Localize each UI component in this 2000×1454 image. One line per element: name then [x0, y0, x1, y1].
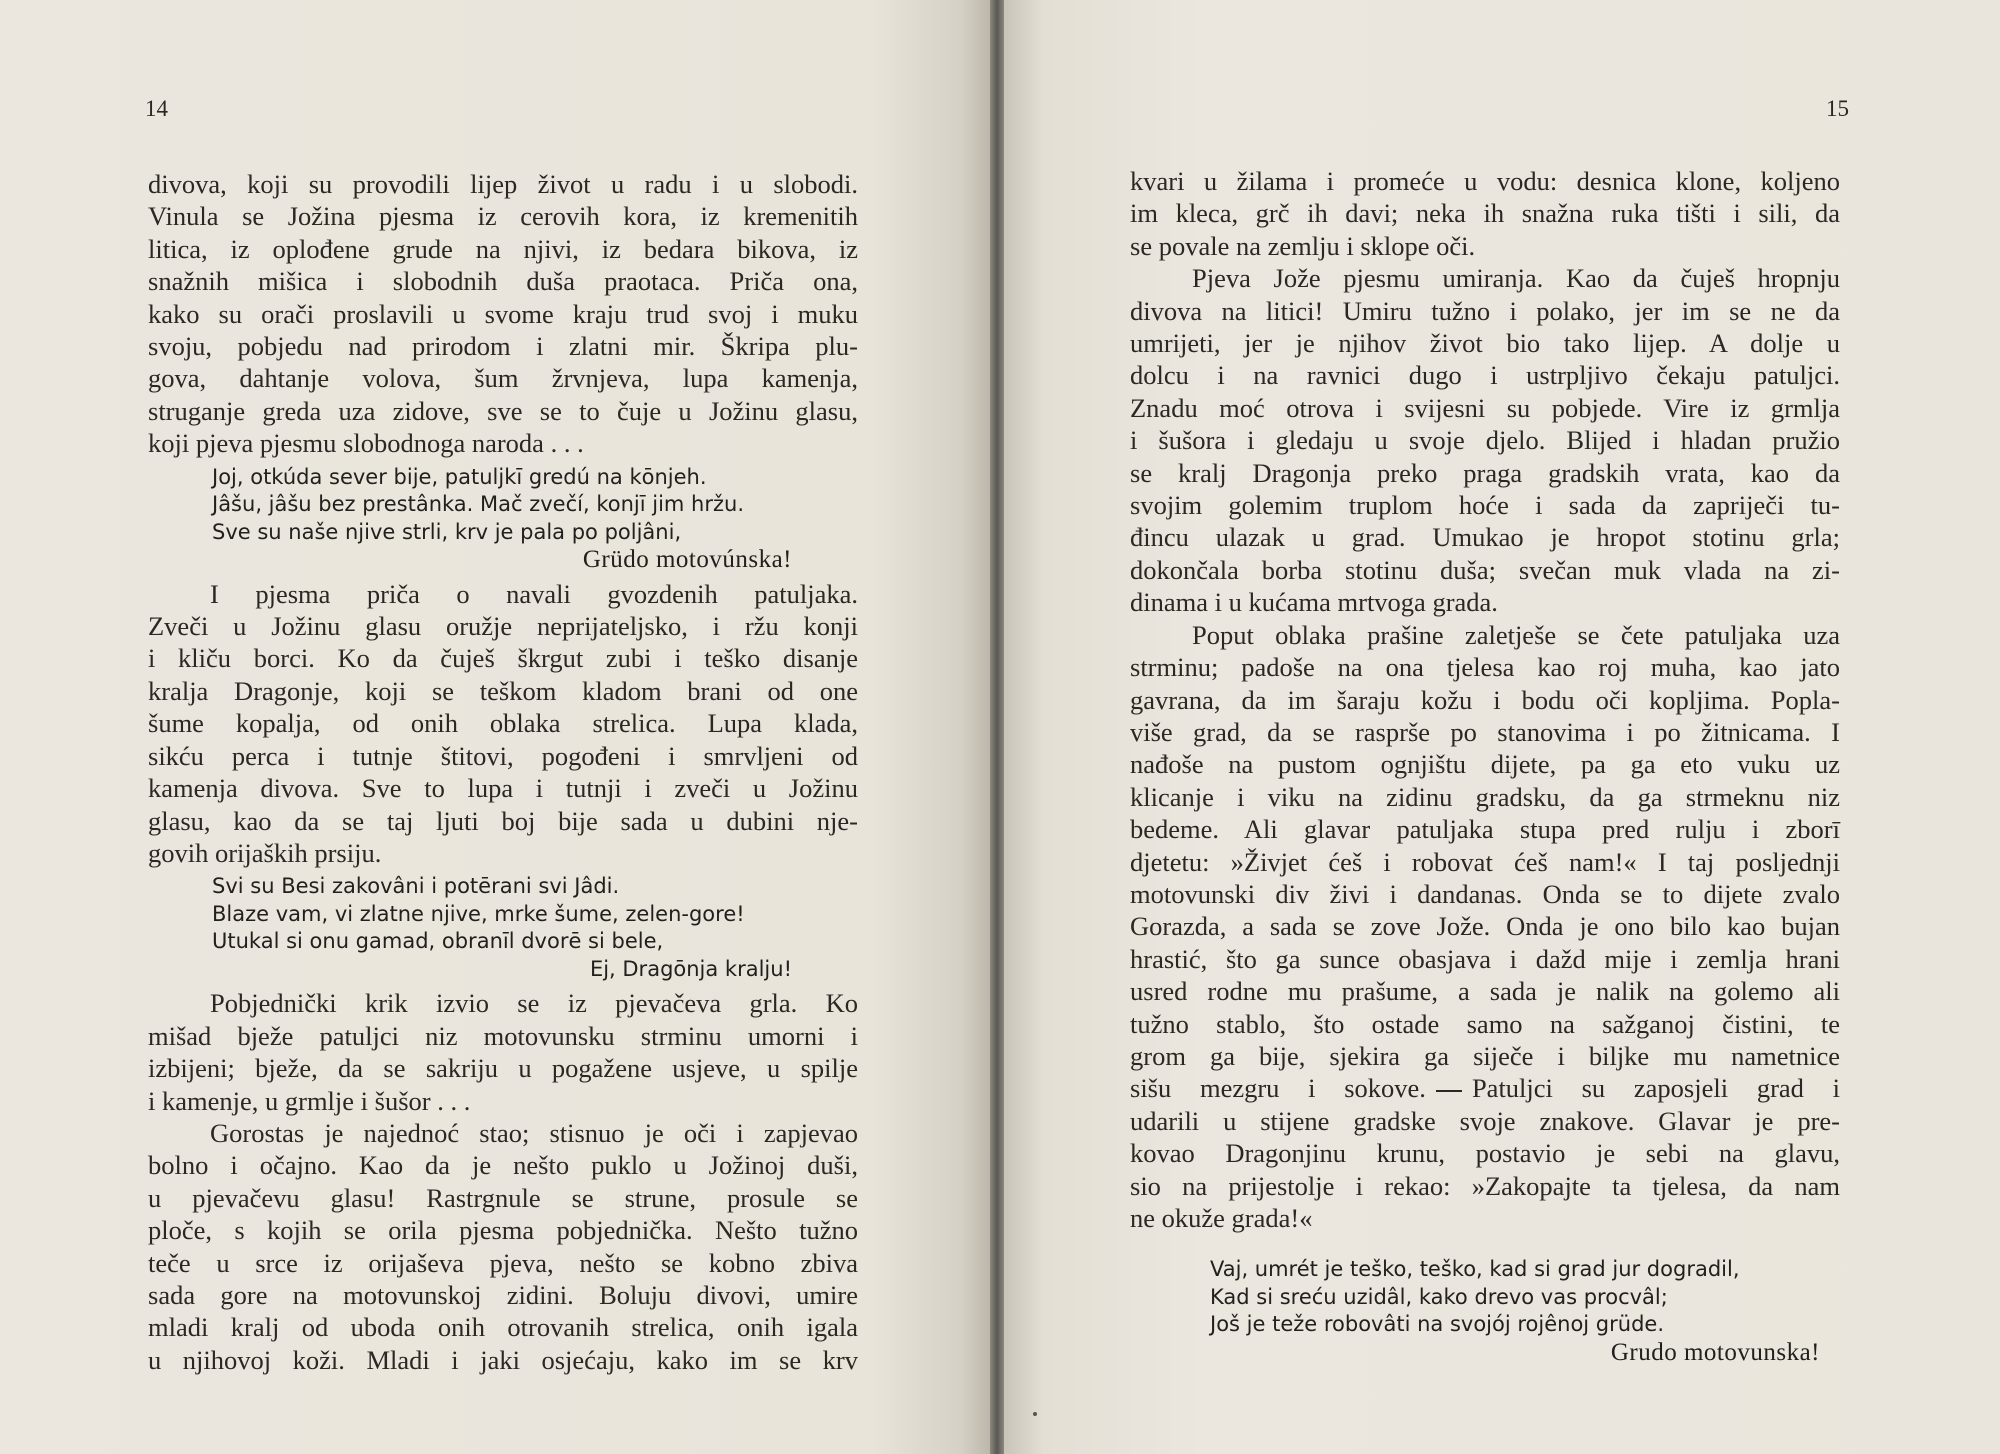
verse-line: Vaj, umrét je teško, teško, kad si grad jur dogradil,	[1210, 1257, 1740, 1282]
verse-refrain: Ej, Dragōnja kralju!	[589, 956, 792, 981]
text-line: teče u srce iz orijaševa pjeva, nešto se kobno zbiva	[148, 1247, 858, 1278]
dash-separator	[1436, 1090, 1462, 1092]
verse-line: Jâšu, jâšu bez prestânka. Mač zvečí, konjī jim hržu.	[212, 492, 745, 517]
text-span: sišu mezgru i sokove.	[1130, 1073, 1426, 1104]
verse-stanza	[212, 464, 792, 574]
text-line: izbijeni; bježe, da se sakriju u pogažene usjeve, u spilje	[148, 1053, 858, 1084]
text-line-split	[1130, 1072, 1840, 1104]
paragraph	[148, 987, 858, 1117]
text-line: Poput oblaka prašine zaletješe se čete patuljaka uza	[1192, 619, 1840, 650]
paragraph	[1130, 165, 1840, 262]
verse-line: Sve su naše njive strli, krv je pala po poljâni,	[212, 519, 682, 544]
text-line: Pjeva Jože pjesmu umiranja. Kao da čuješ hropnju	[1192, 263, 1840, 294]
text-line: dinama i u kućama mrtvoga grada.	[1130, 587, 1498, 618]
text-line: nađoše na pustom ognjištu dijete, pa ga eto vuku uz	[1130, 749, 1840, 780]
verse-line: Blaze vam, vi zlatne njive, mrke šume, zelen-gore!	[212, 901, 745, 926]
text-line: i kliču borci. Ko da čuješ škrgut zubi i teško disanje	[148, 643, 858, 674]
text-line: sikću perca i tutnje štitovi, pogođeni i smrvljeni od	[148, 740, 858, 771]
text-line: mišad bježe patuljci niz motovunsku strminu umorni i	[148, 1020, 858, 1051]
verse-line: Kad si sreću uzidâl, kako drevo vas procvâl;	[1210, 1284, 1668, 1309]
text-line: govih orijaških prsiju.	[148, 837, 382, 868]
right-page	[1004, 0, 2000, 1454]
text-line: svojim golemim truplom hoće i sada da zapriječi tu-	[1130, 490, 1840, 521]
text-line: dolcu i na ravnici dugo i ustrpljivo čekaju patuljci.	[1130, 360, 1840, 391]
text-line: im kleca, grč ih davi; neka ih snažna ruka tišti i sili, da	[1130, 198, 1840, 229]
text-line: usred rodne mu prašume, a sada je nalik na golemo ali	[1130, 976, 1840, 1007]
text-line: đincu ulazak u grad. Umukao je hropot stotinu grla;	[1130, 522, 1840, 553]
text-line: udarili u stijene gradske svoje znakove. Glavar je pre-	[1130, 1105, 1840, 1136]
text-line: bolno i očajno. Kao da je nešto puklo u Jožinoj duši,	[148, 1150, 858, 1181]
text-line: gova, dahtanje volova, šum žrvnjeva, lupa kamenja,	[148, 363, 858, 394]
page-body	[1130, 165, 1840, 1370]
text-line: kralja Dragonje, koji se teškom kladom brani od one	[148, 675, 858, 706]
text-line: Gorazda, a sada se zove Jože. Onda je ono bilo kao bujan	[1130, 911, 1840, 942]
text-line: u njihovoj koži. Mladi i jaki osjećaju, kako im se krv	[148, 1344, 858, 1375]
text-line: djetetu: »Živjet ćeš i robovat ćeš nam!« I taj posljednji	[1130, 846, 1840, 877]
verse-line: Utukal si onu gamad, obranīl dvorē si bele,	[212, 929, 664, 954]
text-line: glasu, kao da se taj ljuti boj bije sada u dubini nje-	[148, 805, 858, 836]
text-line: I pjesma priča o navali gvozdenih patuljaka.	[210, 578, 858, 609]
text-line: motovunski div živi i dandanas. Onda se to dijete zvalo	[1130, 878, 1840, 909]
text-line: sio na prijestolje i rekao: »Zakopajte ta tjelesa, da nam	[1130, 1170, 1840, 1201]
text-line: litica, iz oplođene grude na njivi, iz bedara bikova, iz	[148, 233, 858, 264]
text-line: svoju, pobjedu nad prirodom i zlatni mir. Škripa plu-	[148, 331, 858, 362]
paragraph	[148, 168, 858, 460]
text-line: više grad, da se raspršе po stanovima i po žitnicama. I	[1130, 716, 1840, 747]
text-line: u pjevačevu glasu! Rastrgnule se strune, prosule se	[148, 1182, 858, 1213]
verse-stanza	[1210, 1256, 1820, 1366]
text-line: klicanje i viku na zidinu gradsku, da ga strmeknu niz	[1130, 781, 1840, 812]
text-line: kako su orači proslavili u svome kraju trud svoj i muku	[148, 298, 858, 329]
text-span: Patuljci su zaposjeli grad i	[1471, 1073, 1840, 1104]
text-line: se kralj Dragonja preko praga gradskih vrata, kao da	[1130, 457, 1840, 488]
text-line: snažnih mišica i slobodnih duša praotaca. Priča ona,	[148, 266, 858, 297]
text-line: gavrana, da im šaraju kožu i bodu oči kopljima. Popla-	[1130, 684, 1840, 715]
text-line: dokončala borba stotinu duša; svečan muk vlada na zi-	[1130, 554, 1840, 585]
text-line: ne okuže grada!«	[1130, 1203, 1313, 1233]
book-gutter	[990, 0, 1004, 1454]
verse-line: Još je teže robovâti na svojój rojênoj grüde.	[1210, 1312, 1665, 1337]
text-line: strminu; padoše na ona tjelesa kao roj muha, kao jato	[1130, 652, 1840, 683]
text-line: divova, koji su provodili lijep život u radu i u slobodi.	[148, 169, 858, 199]
text-line: se povale na zemlju i sklope oči.	[1130, 230, 1476, 261]
text-line: divova na litici! Umiru tužno i polako, jer im se ne da	[1130, 295, 1840, 326]
text-line: kvari u žilama i promeće u vodu: desnica klone, koljeno	[1130, 166, 1840, 196]
text-line: Pobjednički krik izvio se iz pjevačeva grla. Ko	[210, 988, 858, 1019]
text-line: tužno stablo, što ostade samo na sažganoj čistini, te	[1130, 1008, 1840, 1039]
paragraph	[1130, 619, 1840, 1235]
verse-line: Svi su Besi zakovâni i potērani svi Jâdi.	[212, 874, 620, 899]
text-line: i kamenje, u grmlje i šušor . . .	[148, 1085, 471, 1116]
text-line: mladi kralj od uboda onih otrovanih strelica, onih igala	[148, 1312, 858, 1343]
text-line: kovao Dragonjinu krunu, postavio je sebi na glavu,	[1130, 1138, 1840, 1169]
text-line: Znadu moć otrova i svijesni su pobjede. Vire iz grmlja	[1130, 392, 1840, 423]
text-line: ploče, s kojih se orila pjesma pobjednička. Nešto tužno	[148, 1215, 858, 1246]
text-line: Zveči u Jožinu glasu oružje neprijateljsko, i ržu konji	[148, 611, 858, 642]
paragraph	[148, 1117, 858, 1376]
paragraph	[1130, 262, 1840, 618]
verse-refrain: Grudo motovunska!	[1610, 1338, 1820, 1366]
print-speck	[1033, 1412, 1037, 1416]
text-line: hrastić, što ga sunce obasjava i dažd mije i zemlja hrani	[1130, 943, 1840, 974]
text-line: grom ga bije, sjekira ga siječe i biljke mu nametnice	[1130, 1040, 1840, 1071]
verse-stanza	[212, 873, 792, 983]
text-line: i šušora i gledaju u svoje djelo. Blijed i hladan pružio	[1130, 425, 1840, 456]
page-number: 15	[1826, 96, 1849, 121]
page-body	[148, 168, 858, 1376]
page-number: 14	[145, 96, 168, 121]
verse-refrain: Grüdo motovúnska!	[582, 546, 792, 574]
verse-line: Joj, otkúda sever bije, patuljkī gredú na kōnjeh.	[212, 464, 707, 489]
text-line: bedeme. Ali glavar patuljaka stupa pred rulju i zborī	[1130, 814, 1840, 845]
text-line: šume kopalja, od onih oblaka strelica. Lupa klada,	[148, 708, 858, 739]
left-page	[0, 0, 990, 1454]
text-line: umrijeti, jer je njihov život bio tako lijep. A dolje u	[1130, 328, 1840, 359]
text-line: Vinula se Jožina pjesma iz cerovih kora, iz kremenitih	[148, 201, 858, 232]
text-line: Gorostas je najednoć stao; stisnuo je oči i zapjevao	[210, 1117, 858, 1148]
text-line: struganje greda uza zidove, sve se to čuje u Jožinu glasu,	[148, 395, 858, 426]
text-line: sada gore na motovunskoj zidini. Boluju divovi, umire	[148, 1279, 858, 1310]
text-line: koji pjeva pjesmu slobodnoga naroda . . .	[148, 428, 584, 459]
paragraph	[148, 578, 858, 870]
text-line: kamenja divova. Sve to lupa i tutnji i zveči u Jožinu	[148, 773, 858, 804]
